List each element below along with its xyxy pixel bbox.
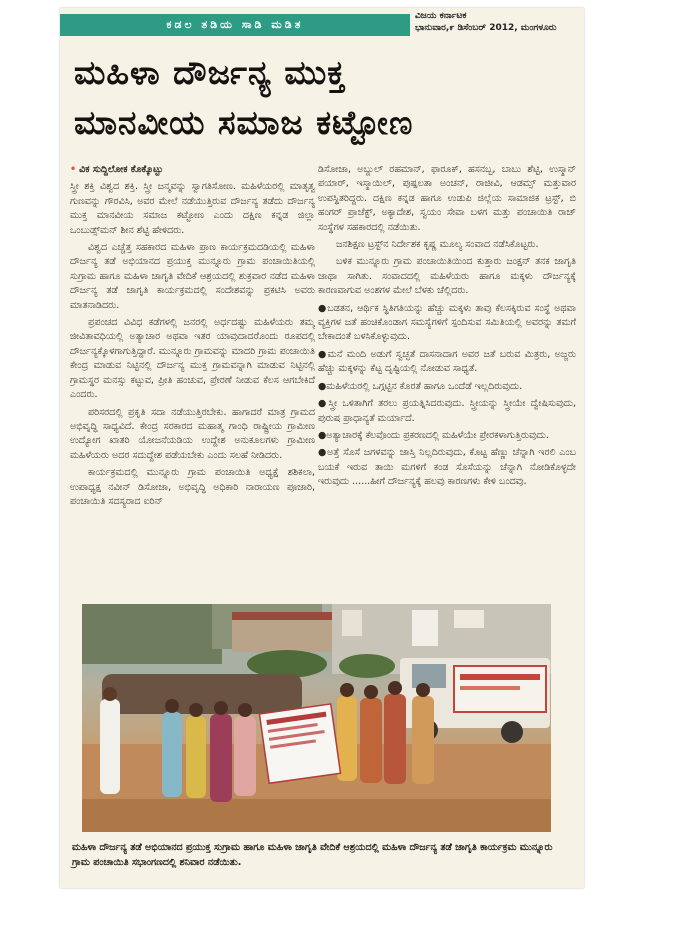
cause-item: ●ಸ್ತ್ರೀ ಒಳಿತಾಗಿಗೆ ತರಲು ಪ್ರಯತ್ನಿಸಿದರುವುದು. ಸ್ತ್ರೀಯನ್ನು ಸ್ತ್ರೀಯೇ ದ್ವೇಷಿಸುವುದು, ಪುರುಷ ಪ್ರಾಧಾನ್ಯತೆ ಮರ್ಯಾದೆ. — [318, 398, 576, 424]
byline-row — [70, 163, 315, 177]
headline-line-1: ಮಹಿಳಾ ದೌರ್ಜನ್ಯ ಮುಕ್ತ — [74, 53, 346, 92]
photo-caption: ಮಹಿಳಾ ದೌರ್ಜನ್ಯ ತಡೆ ಅಭಿಯಾನದ ಪ್ರಯುಕ್ತ ಸುಗ್ರಾಮ ಹಾಗೂ ಮಹಿಳಾ ಜಾಗೃತಿ ವೇದಿಕೆ ಆಶ್ರಯದಲ್ಲಿ ಮಹಿಳಾ ದೌರ್ಜನ್ಯ ತಡೆ ಜಾಗೃತಿ ಕಾರ್ಯಕ್ರಮ ಮುನ್ನೂರು ಗ್ರಾಮ ಪಂಚಾಯಿತಿ ಸಭಾಂಗಣದಲ್ಲಿ ಶನಿವಾರ ನಡೆಯಿತು. — [72, 842, 553, 868]
article-paragraph: ಜನಶಿಕ್ಷಣ ಟ್ರಸ್ಟ್‌ನ ನಿರ್ದೇಶಕ ಕೃಷ್ಣ ಮೂಲ್ಯ ಸಂವಾದ ನಡೆಸಿಕೊಟ್ಟರು. — [336, 239, 539, 251]
cause-item: ●ಅತ್ಯಾಚಾರಕ್ಕೆ ಕೆಲವೊಂದು ಪ್ರಕರಣದಲ್ಲಿ ಮಹಿಳೆಯೇ ಪ್ರೇರಕಳಾಗುತ್ತಿರುವುದು. — [318, 429, 549, 441]
newspaper-clipping — [60, 8, 584, 888]
byline-bullet: • — [70, 164, 77, 175]
event-photo-illustration — [82, 604, 551, 832]
dateline: ಭಾನುವಾರ,೯ ಡಿಸೆಂಬರ್ 2012, ಮಂಗಳೂರು — [415, 23, 557, 33]
article-paragraph: ಡಿಸೋಜಾ, ಅಬ್ದುಲ್ ರಹಮಾನ್, ಫಾರೂಕ್, ಹಸನಬ್ಬ, ಬಾಬು ಶೆಟ್ಟಿ, ಉಸ್ಮಾನ್ ಪಯಾರ್, ಇಸ್ಮಾಯಿಲ್, ಪುಷ್ಪಲತಾ ಅಂಚನ್, ರಾಜೀವಿ, ಆಡಮ್ಸ್ ಮತ್ತುವಾರ ಉಪಸ್ಥಿತರಿದ್ದರು. ದಕ್ಷಿಣ ಕನ್ನಡ ಹಾಗೂ ಉಡುಪಿ ಜಿಲ್ಲೆಯ ಸಾಮಾಜಿಕ ಟ್ರಸ್ಟ್, ಬಿ ಹಂಗರ್ ಪ್ರಾಜೆಕ್ಟ್, ಅಕ್ಯಾದೇಶ, ಸ್ವಯಂ ಸೇವಾ ಬಳಗ ಮತ್ತು ಪಂಚಾಯಿತಿ ರಾಜ್ ಸಂಸ್ಥೆಗಳ ಸಹಕಾರದಲ್ಲಿ ನಡೆಯಿತು. — [318, 164, 576, 233]
headline — [74, 48, 574, 148]
article-column-left — [70, 163, 315, 613]
article-paragraph: ಸ್ತ್ರೀ ಶಕ್ತಿ ವಿಶ್ವದ ಶಕ್ತಿ. ಸ್ತ್ರೀ ಜನ್ಮವನ್ನು ಸ್ವಾಗತಿಸೋಣ. ಮಹಿಳೆಯರಲ್ಲಿ ಮಾತೃತ್ವ ಗುಣವನ್ನು ಗೌರವಿಸಿ, ಅವರ ಮೇಲೆ ನಡೆಯುತ್ತಿರುವ ದೌರ್ಜನ್ಯ ತಡೆದು ದೌರ್ಜನ್ಯ ಮುಕ್ತ ಮಾನವೀಯ ಸಮಾಜ ಕಟ್ಟೋಣ ಎಂದು ದಕ್ಷಿಣ ಕನ್ನಡ ಜಿಲ್ಲಾ ಒಂಬುಡ್ಸ್‌ಮನ್ ಶೀನ ಶೆಟ್ಟಿ ಹೇಳಿದರು. — [70, 181, 315, 236]
headline-line-2: ಮಾನವೀಯ ಸಮಾಜ ಕಟ್ಟೋಣ — [74, 103, 414, 142]
masthead — [415, 10, 583, 34]
newspaper-name: ವಿಜಯ ಕರ್ನಾಟಕ — [415, 11, 467, 21]
cause-item: ●ಮನೆ ಮಂದಿ ಅಡುಗೆ ಸ್ವಚ್ಛತೆ ದಾಸನಾದಾಗ ಅವರ ಜತೆ ಬರುವ ಮಿತ್ರರು, ಅಜ್ಜರು ಹೆಚ್ಚು ಮಕ್ಕಳನ್ನು ಕೆಟ್ಟ ದೃಷ್ಟಿಯಲ್ಲಿ ನೋಡುವ ಸಾಧ್ಯತೆ. — [318, 348, 576, 375]
cause-item: ●ಅತ್ತೆ ಸೊಸೆ ಜಗಳವನ್ನು ಜಾಸ್ತಿ ನಿಲ್ಲದಿರುವುದು, ಕೊಟ್ಟ ಹೆಣ್ಣು ಚೆನ್ನಾಗಿ ಇರಲಿ ಎಂಬ ಬಯಕೆ ಇರುವ ತಾಯಿ ಮಗಳಿಗೆ ಕಂಡ ಸೊಸೆಯನ್ನು ಚೆನ್ನಾಗಿ ನೋಡಿಕೊಳ್ಳದೇ ಇರುವುದು ......ಹೀಗೆ ದೌರ್ಜನ್ಯಕ್ಕೆ ಹಲವು ಕಾರಣಗಳು ಕೇಳಿ ಬಂದವು. — [318, 447, 576, 488]
cause-item: ●ಮಹಿಳೆಯರಲ್ಲಿ ಒಗ್ಗಟ್ಟಿನ ಕೊರತೆ ಹಾಗೂ ಒಂದೆಡೆ ಇಲ್ಲದಿರುವುದು. — [318, 380, 523, 392]
article-paragraph: ಕಾರ್ಯಕ್ರಮದಲ್ಲಿ ಮುನ್ನೂರು ಗ್ರಾಮ ಪಂಚಾಯಿತಿ ಅಧ್ಯಕ್ಷೆ ಶಶಿಕಲಾ, ಉಪಾಧ್ಯಕ್ಷ ನವೀನ್ ಡಿಸೋಜಾ, ಅಭಿವೃದ್ಧಿ ಅಧಿಕಾರಿ ನಾರಾಯಣ ಪೂಜಾರಿ, ಪಂಚಾಯಿತಿ ಸದಸ್ಯರಾದ ಐರಿನ್ — [70, 467, 315, 507]
cause-item: ●ಬಡತನ, ಆರ್ಥಿಕ ಸ್ಥಿತಿಗತಿಯನ್ನು ಹೆಚ್ಚು ಮಕ್ಕಳು ತಾವು ಕೆಲಸಕ್ಕಿರುವ ಸಂಸ್ಥೆ ಅಥವಾ ವ್ಯಕ್ತಿಗಳ ಜತೆ ಹಂಚಿಕೊಂಡಾಗ ಸಮಸ್ಯೆಗಳಿಗೆ ಸ್ಪಂದಿಸುವ ಸಮಿತಿಯಲ್ಲಿ ಅವರನ್ನು ತಮಗೆ ಬೇಕಾದಂತೆ ಬಳಸಿಕೊಳ್ಳುವುದು. — [318, 302, 576, 343]
byline: ವಿಕ ಸುದ್ದಿಲೋಕ ಕೊಕ್ಕೊಟ್ಟು — [79, 164, 164, 175]
event-photo — [82, 604, 551, 832]
article-paragraph: ಬಳಿಕ ಮುನ್ನೂರು ಗ್ರಾಮ ಪಂಚಾಯಿತಿಯಿಂದ ಕುತ್ತಾರು ಜಂಕ್ಷನ್ ತನಕ ಜಾಗೃತಿ ಜಾಥಾ ಸಾಗಿತು. ಸಂವಾದದಲ್ಲಿ ಮಹಿಳೆಯರು ಹಾಗೂ ಮಕ್ಕಳು ದೌರ್ಜನ್ಯಕ್ಕೆ ಕಾರಣವಾಗುವ ಅಂಶಗಳ ಮೇಲೆ ಬೆಳಕು ಚೆಲ್ಲಿದರು. — [318, 256, 576, 297]
article-paragraph: ವಿಶ್ವದ ಎಚ್ಚೆತ್ತ ಸಹಕಾರದ ಮಹಿಳಾ ಪ್ರಾಣ ಕಾರ್ಯಕ್ರಮದಡಿಯಲ್ಲಿ ಮಹಿಳಾ ದೌರ್ಜನ್ಯ ತಡೆ ಅಭಿಯಾನದ ಪ್ರಯುಕ್ತ ಮುನ್ನೂರು ಗ್ರಾಮ ಪಂಚಾಯಿತಿಯಲ್ಲಿ ಸುಗ್ರಾಮ ಹಾಗೂ ಮಹಿಳಾ ಜಾಗೃತಿ ವೇದಿಕೆ ಆಶ್ರಯದಲ್ಲಿ ಶುಕ್ರವಾರ ನಡೆದ ಮಹಿಳಾ ದೌರ್ಜನ್ಯ ತಡೆ ಜಾಗೃತಿ ಕಾರ್ಯಕ್ರಮದಲ್ಲಿ ಸಂದೇಶವನ್ನು ಪ್ರಕಟಿಸಿ ಅವರು ಮಾತನಾಡಿದರು. — [70, 242, 315, 311]
cause-list — [318, 302, 576, 490]
article-paragraph: ಪ್ರಪಂಚದ ವಿವಿಧ ಕಡೆಗಳಲ್ಲಿ ಜನರಲ್ಲಿ ಅರ್ಧದಷ್ಟು ಮಹಿಳೆಯರು ತಮ್ಮ ಜೀವಿತಾವಧಿಯಲ್ಲಿ ಅತ್ಯಾಚಾರ ಅಥವಾ ಇತರ ಯಾವುದಾದರೊಂದು ರೂಪದಲ್ಲಿ ದೌರ್ಜನ್ಯಕ್ಕೊಳಗಾಗುತ್ತಿದ್ದಾರೆ. ಮುನ್ನೂರು ಗ್ರಾಮವನ್ನು ಮಾದರಿ ಗ್ರಾಮ ಪಂಚಾಯಿತಿ ಕೇಂದ್ರ ಮಾಡುವ ನಿಟ್ಟಿನಲ್ಲಿ ದೌರ್ಜನ್ಯ ಮುಕ್ತ ಗ್ರಾಮವನ್ನಾಗಿ ಮಾಡುವ ನಿಟ್ಟಿನಲ್ಲಿ ಗ್ರಾಮಸ್ಥರ ಮನಸ್ಸು ಕಟ್ಟುವ, ಪ್ರೀತಿ ಹಂಚುವ, ಪ್ರೇರಣೆ ನೀಡುವ ಕೆಲಸ ಆಗಬೇಕಿದೆ ಎಂದರು. — [70, 317, 315, 401]
section-strip: ಕಡಲ ತಡಿಯ ಸಾಡಿ ಮಡಿತ — [60, 14, 410, 36]
article-paragraph: ಪರಿಸರದಲ್ಲಿ ಪ್ರಕೃತಿ ಸದಾ ನಡೆಯುತ್ತಿರಬೇಕು. ಹಾಗಾದರೆ ಮಾತ್ರ ಗ್ರಾಮದ ಅಭಿವೃದ್ಧಿ ಸಾಧ್ಯವಿದೆ. ಕೇಂದ್ರ ಸರಕಾರದ ಮಹಾತ್ಮ ಗಾಂಧಿ ರಾಷ್ಟ್ರೀಯ ಗ್ರಾಮೀಣ ಉದ್ಯೋಗ ಖಾತರಿ ಯೋಜನೆಯಡಿಯ ಉದ್ದೇಶ ಅನುಕೂಲಗಳು ಗ್ರಾಮೀಣ ಮಹಿಳೆಯರು ಅದರ ಸದುದ್ದೇಶ ಪಡೆಯಬೇಕು ಎಂದು ಸಲಹೆ ನೀಡಿದರು. — [70, 406, 315, 461]
article-column-right — [318, 163, 576, 603]
